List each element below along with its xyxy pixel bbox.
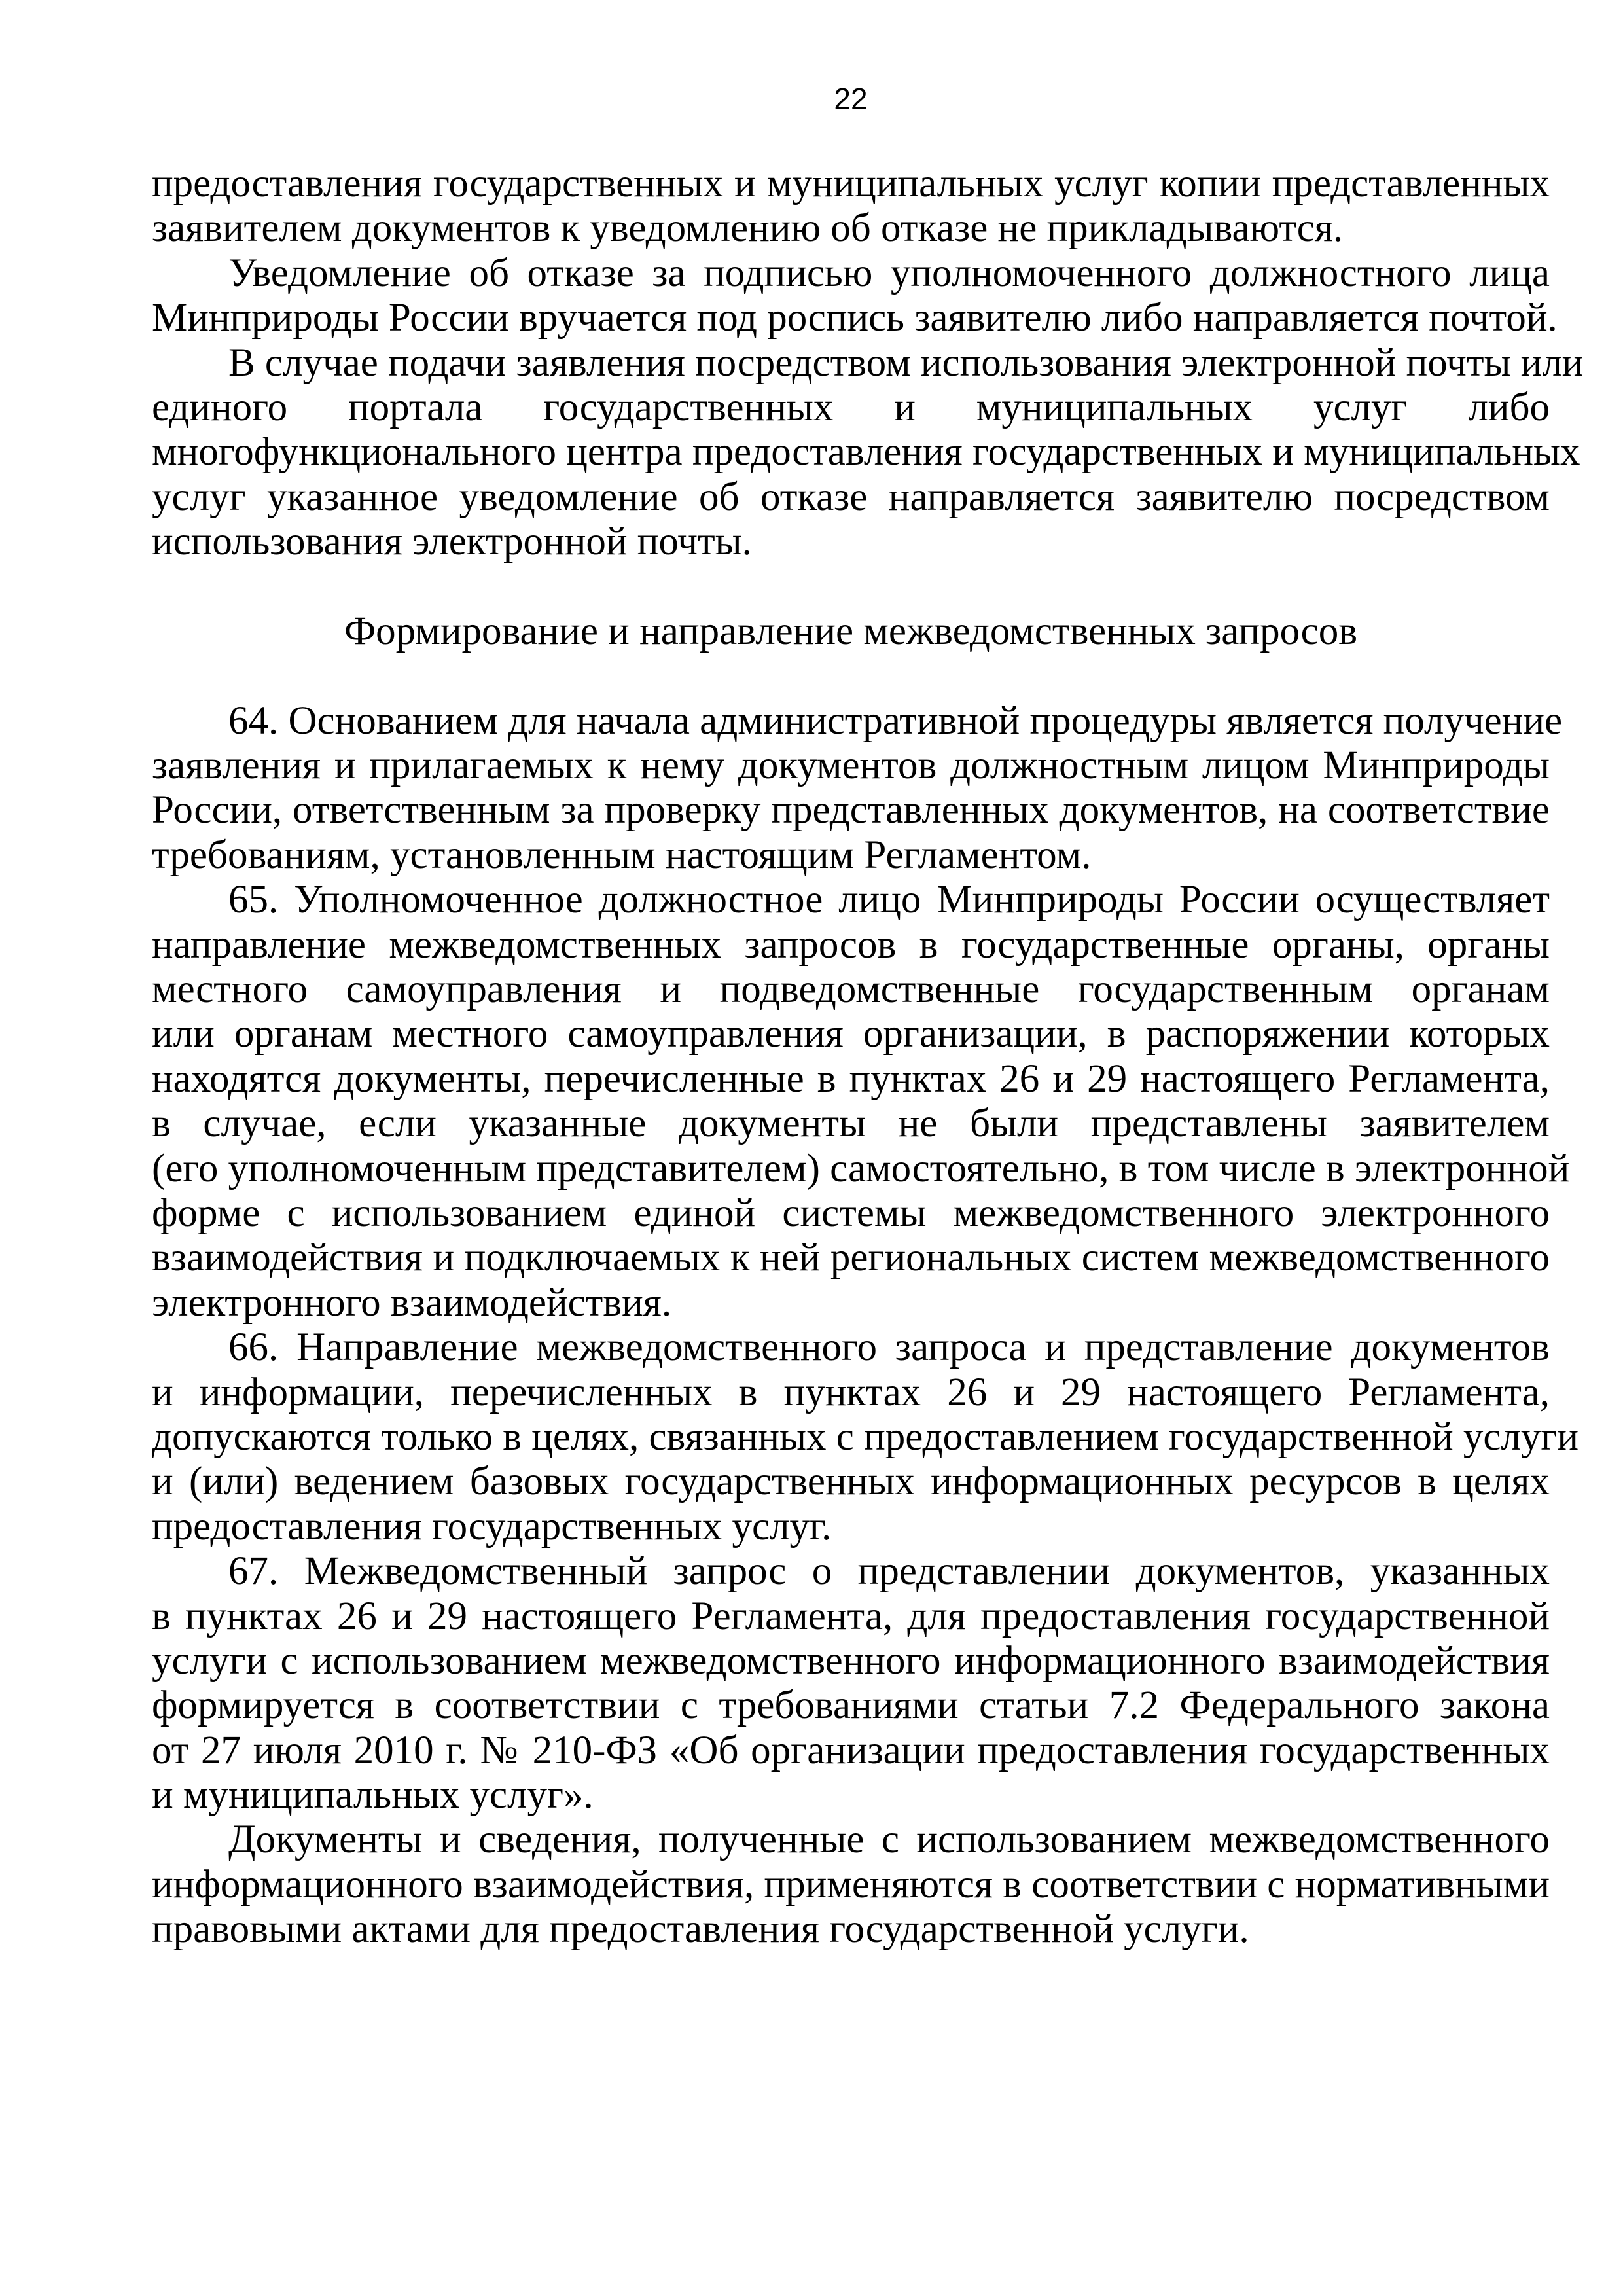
document-body [152,162,1584,1952]
text-line: Уведомление об отказе за подписью уполномоченного должностного лица [228,251,1550,295]
text-line: (его уполномоченным представителем) самостоятельно, в том числе в электронной [152,1146,1570,1191]
text-line: услуг указанное уведомление об отказе направляется заявителю посредством [152,475,1550,519]
section-heading: Формирование и направление межведомственных запросов [344,609,1358,653]
text-line: заявления и прилагаемых к нему документов должностным лицом Минприроды [152,744,1550,788]
text-line: и (или) ведением базовых государственных информационных ресурсов в целях [152,1460,1550,1504]
text-line: формируется в соответствии с требованиями статьи 7.2 Федерального закона [152,1683,1550,1728]
text-line: находятся документы, перечисленные в пунктах 26 и 29 настоящего Регламента, [152,1056,1550,1101]
text-line: единого портала государственных и муниципальных услуг либо [152,385,1550,429]
text-line: от 27 июля 2010 г. № 210-ФЗ «Об организации предоставления государственных [152,1728,1550,1772]
text-line: электронного взаимодействия. [152,1280,672,1325]
text-line: использования электронной почты. [152,520,752,564]
text-line: В случае подачи заявления посредством использования электронной почты или [228,340,1584,385]
text-line: Минприроды России вручается под роспись заявителю либо направляется почтой. [152,296,1558,340]
paragraph [152,162,1550,251]
text-line: в пунктах 26 и 29 настоящего Регламента, для предоставления государственной [152,1594,1550,1638]
text-line: правовыми актами для предоставления государственной услуги. [152,1907,1249,1952]
text-line: заявителем документов к уведомлению об отказе не прикладываются. [152,206,1344,251]
text-line: в случае, если указанные документы не были представлены заявителем [152,1102,1550,1146]
text-line: 64. Основанием для начала административной процедуры является получение [228,698,1563,743]
text-line: 65. Уполномоченное должностное лицо Минприроды России осуществляет [228,878,1550,922]
paragraph [152,1818,1550,1952]
text-line: 67. Межведомственный запрос о представлении документов, указанных [228,1549,1550,1594]
text-line: информационного взаимодействия, применяются в соответствии с нормативными [152,1862,1550,1907]
paragraph [152,1325,1579,1549]
text-line: форме с использованием единой системы межведомственного электронного [152,1191,1550,1235]
paragraph [152,878,1570,1325]
text-line: допускаются только в целях, связанных с предоставлением государственной услуги [152,1414,1579,1459]
text-line: предоставления государственных услуг. [152,1504,832,1549]
text-line: Документы и сведения, полученные с использованием межведомственного [228,1818,1550,1862]
text-line: услуги с использованием межведомственного информационного взаимодействия [152,1638,1550,1683]
text-line: России, ответственным за проверку представленных документов, на соответствие [152,788,1550,833]
paragraph [152,340,1584,565]
paragraph [152,251,1558,341]
text-line: или органам местного самоуправления организации, в распоряжении которых [152,1012,1550,1056]
text-line: местного самоуправления и подведомственные государственным органам [152,967,1550,1012]
paragraph [152,1549,1550,1818]
page-number: 22 [834,82,868,116]
text-line: требованиям, установленным настоящим Регламентом. [152,833,1092,877]
paragraph [152,698,1563,878]
text-line: многофункционального центра предоставления государственных и муниципальных [152,430,1580,475]
text-line: направление межведомственных запросов в государственные органы, органы [152,922,1550,967]
text-line: взаимодействия и подключаемых к ней региональных систем межведомственного [152,1236,1550,1280]
text-line: и информации, перечисленных в пунктах 26 и 29 настоящего Регламента, [152,1370,1550,1414]
text-line: и муниципальных услуг». [152,1773,594,1818]
text-line: 66. Направление межведомственного запроса и представление документов [228,1325,1550,1370]
text-line: предоставления государственных и муниципальных услуг копии представленных [152,162,1550,206]
